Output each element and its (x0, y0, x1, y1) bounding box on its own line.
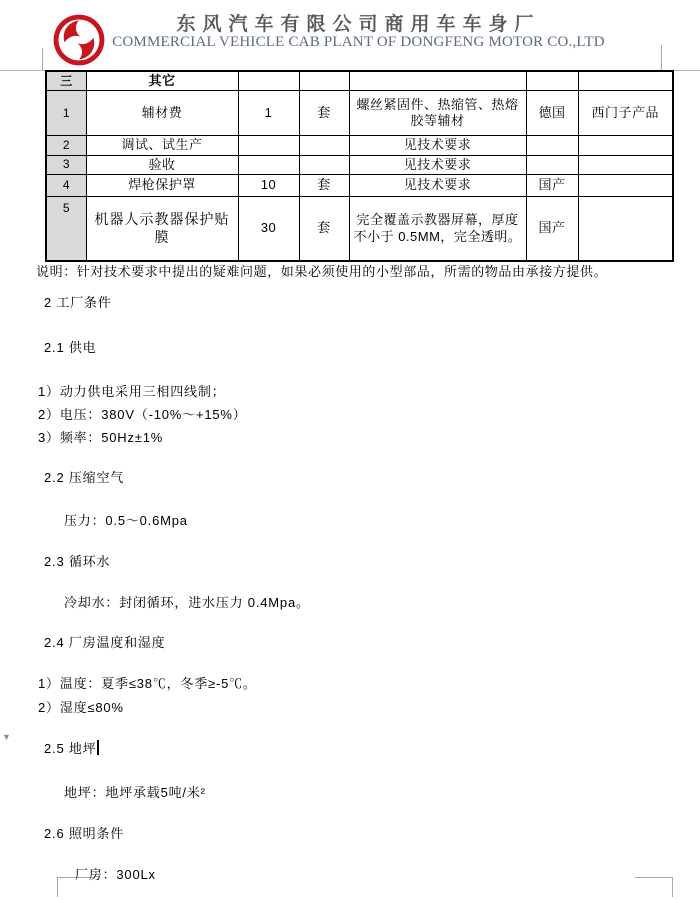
page-margin-mark-top-left (42, 48, 43, 70)
cell-no: 2 (46, 136, 86, 155)
cell-name: 机器人示教器保护贴膜 (86, 196, 238, 261)
section-heading-2-5-text: 2.5 地坪 (44, 741, 97, 756)
cell-qty: 10 (238, 174, 299, 196)
table-row (46, 136, 673, 155)
section-heading-2-3: 2.3 循环水 (44, 554, 111, 569)
cell-qty (238, 136, 299, 155)
cell-qty: 30 (238, 196, 299, 261)
cell-unit: 套 (299, 91, 349, 136)
section-heading-2-6: 2.6 照明条件 (44, 826, 125, 841)
cell-desc: 见技术要求 (349, 174, 526, 196)
cell-unit: 套 (299, 174, 349, 196)
cell-remark (578, 136, 673, 155)
cell-qty: 1 (238, 91, 299, 136)
table-row (46, 91, 673, 136)
page-margin-mark-bottom-left-v (57, 877, 58, 897)
table-note: 说明：针对技术要求中提出的疑难问题，如果必须使用的小型部品，所需的物品由承接方提供。 (36, 264, 608, 279)
empty-cell (299, 71, 349, 91)
cell-desc: 见技术要求 (349, 136, 526, 155)
cell-name: 辅材费 (86, 91, 238, 136)
cell-qty (238, 155, 299, 174)
empty-cell (349, 71, 526, 91)
page-margin-mark-top-right (661, 45, 662, 72)
cell-remark (578, 155, 673, 174)
cell-desc: 螺丝紧固件、热缩管、热熔胶等辅材 (349, 91, 526, 136)
cell-remark (578, 196, 673, 261)
section-heading-2: 2 工厂条件 (44, 295, 112, 310)
cell-section-index: 三 (46, 71, 86, 91)
section-heading-2-4: 2.4 厂房温度和湿度 (44, 635, 166, 650)
page-margin-mark-bottom-right-h (635, 877, 673, 878)
table-row (46, 155, 673, 174)
cell-no: 3 (46, 155, 86, 174)
cell-unit (299, 155, 349, 174)
indented-line: 冷却水：封闭循环，进水压力 0.4Mpa。 (64, 595, 310, 610)
indented-line: 压力：0.5～0.6Mpa (64, 513, 188, 528)
table-row (46, 174, 673, 196)
section-heading-2-2: 2.2 压缩空气 (44, 470, 125, 485)
cell-no: 4 (46, 174, 86, 196)
list-item: 2）电压：380V（-10%～+15%） (38, 407, 247, 422)
company-title-cn: 东风汽车有限公司商用车车身厂 (176, 14, 541, 35)
table-row (46, 196, 673, 261)
cell-origin: 国产 (526, 174, 578, 196)
outline-collapse-icon[interactable]: ▼ (2, 732, 11, 742)
cell-unit: 套 (299, 196, 349, 261)
cell-no: 1 (46, 91, 86, 136)
cell-origin (526, 155, 578, 174)
parts-table (45, 70, 674, 262)
list-item: 1）温度：夏季≤38℃，冬季≥-5℃。 (38, 676, 257, 691)
page-margin-mark-bottom-right-v (672, 877, 673, 897)
table-row-section (46, 71, 673, 91)
list-item: 2）湿度≤80% (38, 700, 124, 715)
cell-remark (578, 174, 673, 196)
cell-origin: 德国 (526, 91, 578, 136)
section-heading-2-1: 2.1 供电 (44, 340, 97, 355)
list-item: 1）动力供电采用三相四线制； (38, 384, 226, 399)
cell-name: 调试、试生产 (86, 136, 238, 155)
cell-name: 验收 (86, 155, 238, 174)
indented-line: 厂房：300Lx (75, 867, 156, 882)
text-cursor (97, 740, 99, 755)
indented-line: 地坪：地坪承载5吨/米² (64, 785, 206, 800)
empty-cell (238, 71, 299, 91)
list-item: 3）频率：50Hz±1% (38, 430, 164, 445)
cell-origin (526, 136, 578, 155)
cell-desc: 完全覆盖示教器屏幕，厚度不小于 0.5MM，完全透明。 (349, 196, 526, 261)
cell-desc: 见技术要求 (349, 155, 526, 174)
cell-no: 5 (46, 196, 86, 261)
cell-section-label: 其它 (86, 71, 238, 91)
cell-origin: 国产 (526, 196, 578, 261)
empty-cell (526, 71, 578, 91)
cell-remark: 西门子产品 (578, 91, 673, 136)
cell-unit (299, 136, 349, 155)
section-heading-2-5 (44, 738, 99, 757)
empty-cell (578, 71, 673, 91)
company-title-en: COMMERCIAL VEHICLE CAB PLANT OF DONGFENG MOTOR CO.,LTD (112, 34, 605, 50)
cell-name: 焊枪保护罩 (86, 174, 238, 196)
